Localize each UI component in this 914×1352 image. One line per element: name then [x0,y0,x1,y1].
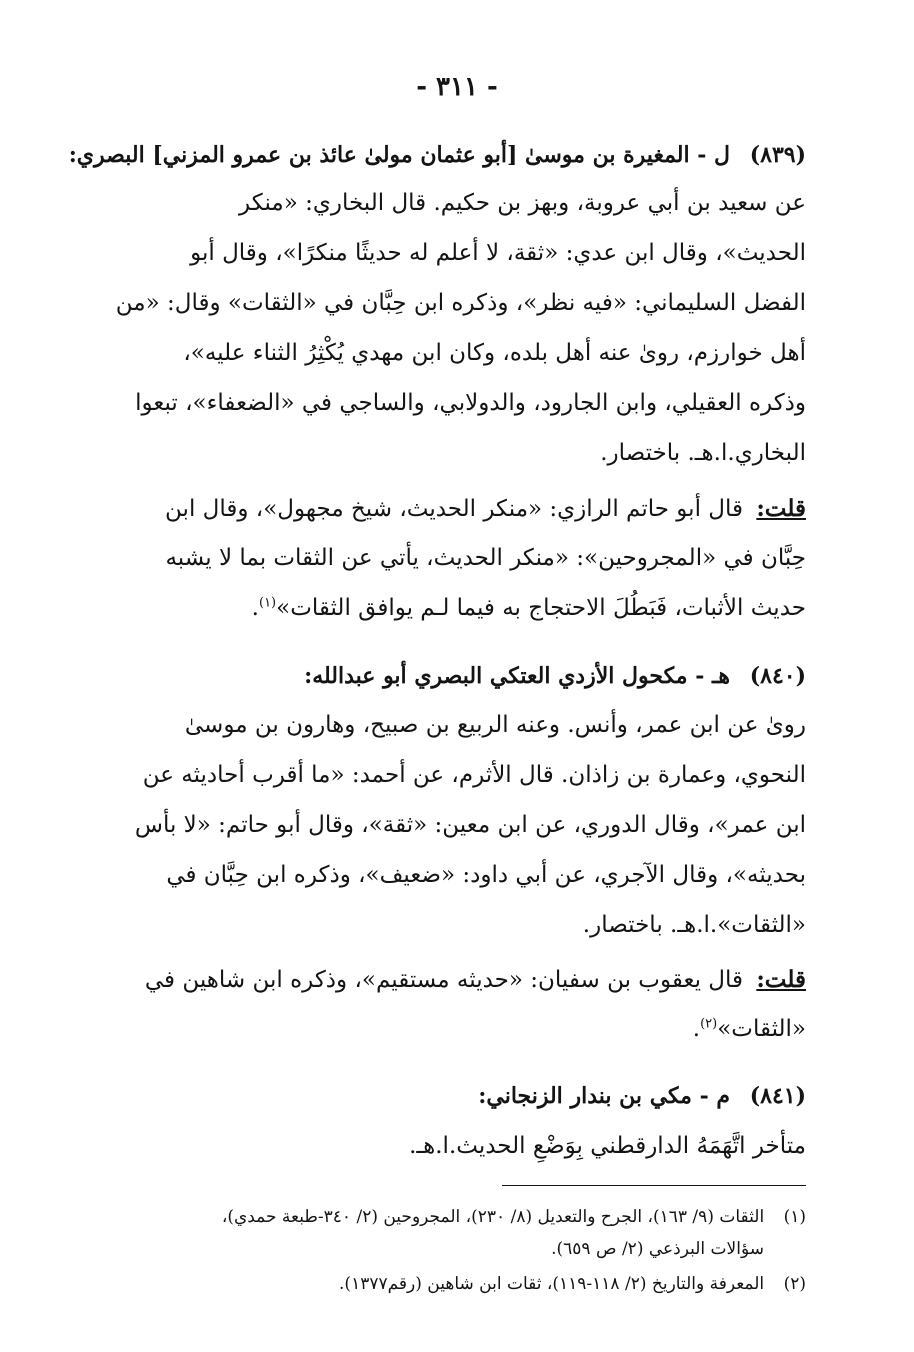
qulto-text-line: حِبَّان في «المجروحين»: «منكر الحديث، يأتي عن الثقات بما لا يشبه [165,545,806,571]
qulto-line [96,966,806,993]
entry-number: (٨٤٠) [749,663,806,689]
qulto-label: قلت: [756,966,806,993]
entry-text-line: أهل خوارزم، روىٰ عنه أهل بلده، وكان ابن مهدي يُكْثِرُ الثناء عليه»، [183,340,806,366]
entry-text-line: متأخر اتَّهَمَهُ الدارقطني بِوَضْعِ الحديث.ا.هـ. [409,1133,806,1159]
footnote-number: (٢) [783,1274,806,1294]
entry-number: (٨٤١) [749,1083,806,1109]
qulto-text-line: حديث الأثبات، فَبَطُلَ الاحتجاج به فيما لـم يوافق الثقات»$^{(١)}$. [251,595,806,621]
entry-heading-840 [96,663,806,689]
footnote-1-cont: سؤالات البرذعي (٢/ ص ٦٥٩). [551,1239,764,1259]
qulto-text: قال يعقوب بن سفيان: «حديثه مستقيم»، وذكره ابن شاهين في [144,967,743,993]
entry-text-line: الفضل السليماني: «فيه نظر»، وذكره ابن حِبَّان في «الثقات» وقال: «من [115,290,806,316]
entry-text-line: بحديثه»، وقال الآجري، عن أبي داود: «ضعيف»، وذكره ابن حِبَّان في [166,862,806,888]
entry-text-line: النحوي، وعمارة بن زاذان. قال الأثرم، عن أحمد: «ما أقرب أحاديثه عن [142,762,806,788]
entry-text-line: عن سعيد بن أبي عروبة، وبهز بن حكيم. قال البخاري: «منكر [239,190,806,216]
entry-text-line: «الثقات».ا.هـ. باختصار. [582,912,806,938]
footnote-ref: (٢) [700,1016,718,1032]
entry-text-line: البخاري.ا.هـ. باختصار. [600,440,806,466]
footnote-number: (١) [783,1207,806,1227]
entry-text-line: وذكره العقيلي، وابن الجارود، والدولابي، والساجي في «الضعفاء»، تبعوا [135,390,806,416]
qulto-text: حديث الأثبات، فَبَطُلَ الاحتجاج به فيما لـم يوافق الثقات» [276,595,806,621]
footnote-1 [96,1207,806,1227]
entry-text-line: روىٰ عن ابن عمر، وأنس. وعنه الربيع بن صبيح، وهارون بن موسىٰ [184,712,806,738]
qulto-label: قلت: [756,495,806,522]
qulto-line [96,495,806,522]
qulto-text-line: «الثقات»$^{(٢)}$. [692,1016,806,1042]
footnote-ref: (١) [258,595,277,611]
entry-text-line: ابن عمر»، وقال الدوري، عن ابن معين: «ثقة»، وقال أبو حاتم: «لا بأس [134,812,806,838]
entry-number: (٨٣٩) [749,142,806,168]
qulto-text: «الثقات» [717,1016,806,1042]
entry-heading-841 [96,1083,806,1109]
entry-text-line: الحديث»، وقال ابن عدي: «ثقة، لا أعلم له حديثًا منكرًا»، وقال أبو [190,240,806,266]
footnote-text: المعرفة والتاريخ (٢/ ١١٨-١١٩)، ثقات ابن شاهين (رقم١٣٧٧). [339,1274,765,1294]
entry-title: م - مكي بن بندار الزنجاني: [478,1083,731,1109]
page-number: - ٣١١ - [416,72,498,102]
entry-title: هـ - مكحول الأزدي العتكي البصري أبو عبدالله: [304,663,731,689]
footnote-separator [502,1185,806,1186]
entry-title: ل - المغيرة بن موسىٰ [أبو عثمان مولىٰ عائذ بن عمرو المزني] البصري: [68,142,731,168]
footnote-text: الثقات (٩/ ١٦٣)، الجرح والتعديل (٨/ ٢٣٠)، المجروحين (٢/ ٣٤٠-طبعة حمدي)، [221,1207,765,1227]
footnote-2 [96,1274,806,1294]
entry-heading-839 [68,142,806,168]
qulto-text: قال أبو حاتم الرازي: «منكر الحديث، شيخ مجهول»، وقال ابن [165,496,743,522]
